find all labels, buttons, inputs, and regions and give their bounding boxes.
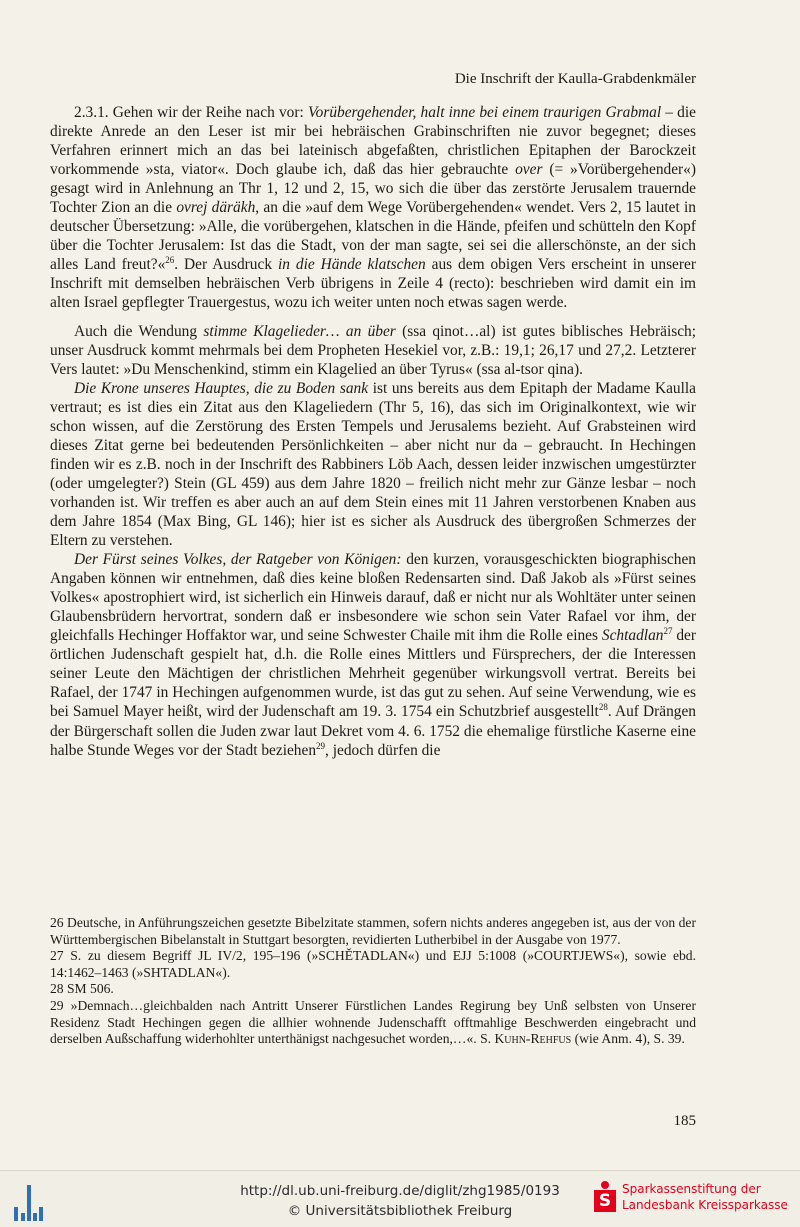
paragraph-3 <box>50 379 696 550</box>
viewer-footer <box>0 1170 800 1227</box>
footer-center <box>200 1181 600 1221</box>
paragraph-text: – die direkte Anrede an den Leser ist mir bei hebräischen Grabinschriften nie zuvor begegnet; dieses Verfahren erinnert mich an das bei lateinisch abgefaßten, christlichen Epitaphen der Barockzeit vorkommende »sta, viator«. Doch glaube ich, daß das hier gebrauchte <box>50 104 696 179</box>
paragraph-text: ist uns bereits aus dem Epitaph der Madame Kaulla vertraut; es ist dies ein Zitat aus den Klageliedern (Thr 5, 16), das sich im Originalkontext, wie wir schon wissen, auf die Zerstörung des Ersten Tempels und Jerusalems bezieht. Auf Grabsteinen wird dieses Zitat gerne bei bedeutenden Persönlichkeiten – aber nicht nur da – gebraucht. In Hechingen finden wir es z.B. noch in der Inschrift des Rabbiners Löb Aach, dessen leider inzwischen umgestürzter (oder umgelegter?) Stein (GL 459) aus dem Jahre 1820 – freilich nicht mehr zur Gänze lesbar – noch vorhanden ist. Wir treffen es aber auch an auf dem Stein eines mit 11 Jahren verstorbenen Knaben aus dem Jahre 1854 (Max Bing, GL 146); hier ist es sicher als Ausdruck des übergroßen Schmerzes der Eltern zu verstehen. <box>50 379 697 550</box>
paragraph-text: , an die »auf dem Wege Vorübergehenden« wendet. Vers 2, 15 lautet in deutscher Übersetzung: »Alle, die vorübergehen, klatschen in die Hände, pfeifen und schütteln den Kopf über die Tochter Jerusalem: Ist das die Stadt, von der man sagte, sei sei die allerschönste, an der sich alles Land freut?« <box>50 199 696 274</box>
term-italic: in die Hände klatschen <box>277 256 426 274</box>
paragraph-text: der örtlichen Judenschaft gespielt hat, d.h. die Rolle eines Mittlers und Fürsprechers, der die Interessen seiner Leute den Mächtigen der christlichen Mehrheit gegenüber wirkungsvoll vertrat. Bereits bei Rafael, der 1747 in Hechingen aufgenommen wurde, ist das gut zu sehen. Auf seine Verwendung, wie es bei Samuel Mayer heißt, wird der Judenschaft am 19. 3. 1754 ein Schutzbrief ausgestellt <box>50 627 697 721</box>
paragraph-text: Auch die Wendung <box>74 322 204 340</box>
footnote-text: (wie Anm. 4), S. 39. <box>571 1031 685 1047</box>
footnote-27: 27 S. zu diesem Begriff JL IV/2, 195–196 (»SCHĚTADLAN«) und EJJ 5:1008 (»COURTJEWS«), sowie ebd. 14:1462–1463 (»SHTADLAN«). <box>50 948 696 980</box>
term-italic: over <box>515 161 543 179</box>
sponsor-text <box>622 1181 788 1213</box>
footnotes <box>50 915 696 1048</box>
footnote-29 <box>50 998 696 1048</box>
library-logo-icon[interactable] <box>14 1181 44 1221</box>
footnote-ref: 29 <box>316 740 326 751</box>
footnote-ref: 28 <box>598 702 608 713</box>
footnote-26: 26 Deutsche, in Anführungszeichen gesetzte Bibelzitate stammen, sofern nichts anderes angegeben ist, aus der von der Württembergischen Bibelanstalt in Stuttgart besorgten, revidierten Lutherbibel in der Ausgabe von 1977. <box>50 915 696 947</box>
page-number: 185 <box>673 1113 696 1129</box>
paragraph-text: , jedoch dürfen die <box>325 741 441 759</box>
copyright-notice: © Universitätsbibliothek Freiburg <box>287 1203 513 1219</box>
footnote-ref: 26 <box>165 255 175 266</box>
author-name: Kuhn-Rehfus <box>494 1031 572 1047</box>
paragraph-text: (= »Vorübergehender«) gesagt wird in Anlehnung an Thr 1, 12 und 2, 15, wo sich die über das zerstörte Jerusalem trauernde Tochter Zion an die <box>50 161 696 217</box>
term-italic: ovrej däräkh <box>176 199 256 217</box>
sparkasse-s-icon: S <box>594 1181 616 1211</box>
sponsor-line: Sparkassenstiftung der <box>622 1182 761 1196</box>
paragraph-text: . Auf Drängen der Bürgerschaft sollen die Juden zwar laut Dekret vom 4. 6. 1752 die ehemalige fürstliche Kaserne eine halbe Stunde Weges vor der Stadt beziehen <box>50 703 696 759</box>
footnote-text: 29 »Demnach…gleichbalden nach Antritt Unserer Fürstlichen Landes Regirung bey Unß selbsten von Unserer Residenz Stadt Hechingen gegen die allhier wohnende Judenschafft offtmahlige Beschwerden eingebracht und derselben Außschaffung widerhohlter unterthänigst nachgesuchet worden,…«. S. <box>50 997 696 1047</box>
paragraph-4 <box>50 550 696 760</box>
paragraph-1 <box>50 103 696 313</box>
sponsor-logo[interactable] <box>594 1179 790 1219</box>
quote-italic: stimme Klagelieder… an über <box>203 322 396 340</box>
paragraph-text: aus dem obigen Vers erscheint in unserer Inschrift mit demselben hebräischen Verb übrigens in Zeile 4 (recto): beschrieben wird damit ein im alten Israel gepflegter Trauergestus, wozu ich weiter unten noch etwas sagen werde. <box>50 256 696 312</box>
footnote-ref: 27 <box>663 626 673 637</box>
paragraph-text: (ssa qinot…al) ist gutes biblisches Hebräisch; unser Ausdruck kommt mehrmals bei dem Propheten Hesekiel vor, z.B.: 19,1; 26,17 und 27,2. Letzterer Vers lautet: »Du Menschenkind, stimm ein Klagelied an über Tyrus« (ssa al-tsor qina). <box>50 322 697 378</box>
permalink[interactable]: http://dl.ub.uni-freiburg.de/diglit/zhg1985/0193 <box>240 1183 560 1199</box>
paragraph-text: . Der Ausdruck <box>174 256 278 274</box>
sponsor-line: Landesbank Kreissparkasse <box>622 1198 788 1212</box>
running-head: Die Inschrift der Kaulla-Grabdenkmäler <box>454 71 696 87</box>
quote-italic: Vorübergehender, halt inne bei einem traurigen Grabmal <box>307 104 662 121</box>
term-italic: Schtadlan <box>601 627 664 645</box>
paragraph-2 <box>50 322 696 379</box>
paragraph-text: 2.3.1. Gehen wir der Reihe nach vor: <box>74 104 308 121</box>
body-text <box>50 103 696 760</box>
quote-italic: Der Fürst seines Volkes, der Ratgeber von Königen: <box>74 551 402 569</box>
footnote-28: 28 SM 506. <box>50 981 114 997</box>
paragraph-text: den kurzen, vorausgeschickten biographischen Angaben können wir entnehmen, daß dies keine bloßen Redensarten sind. Daß Jakob als »Fürst seines Volkes« apostrophiert wird, ist sicherlich ein Hinweis darauf, daß er nicht nur als Wohltäter unter seinen Glaubensbrüdern hervortrat, sondern daß er insbesondere wie schon sein Vater Rafael vor ihm, der gleichfalls Hechinger Hoffaktor war, und seine Schwester Chaile mit ihm die Rolle eines <box>50 551 696 645</box>
quote-italic: Die Krone unseres Hauptes, die zu Boden sank <box>74 379 369 397</box>
